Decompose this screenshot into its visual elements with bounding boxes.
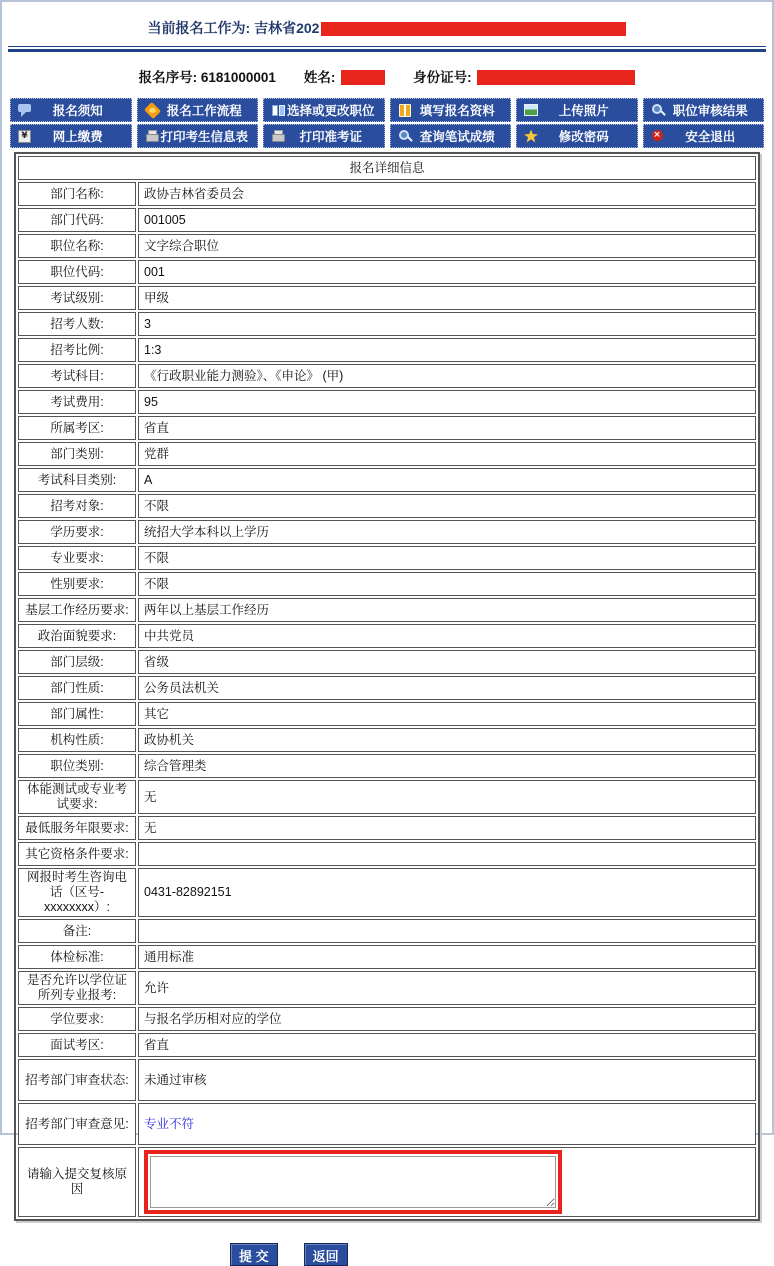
row-value: 无	[138, 816, 756, 840]
review-reason-label: 请输入提交复核原因	[18, 1147, 136, 1217]
row-label: 学历要求:	[18, 520, 136, 544]
photo-icon	[524, 104, 539, 117]
row-label: 面试考区:	[18, 1033, 136, 1057]
row-label: 招考对象:	[18, 494, 136, 518]
table-row	[18, 650, 756, 674]
table-row	[18, 971, 756, 1005]
row-label: 考试级别:	[18, 286, 136, 310]
row-value: 001005	[138, 208, 756, 232]
row-value: 综合管理类	[138, 754, 756, 778]
nav-button-9[interactable]	[263, 124, 385, 148]
row-label: 备注:	[18, 919, 136, 943]
nav-button-3[interactable]	[263, 98, 385, 122]
row-value: 甲级	[138, 286, 756, 310]
serial-label: 报名序号:	[138, 70, 201, 85]
nav-button-8[interactable]	[137, 124, 259, 148]
row-value: 不限	[138, 494, 756, 518]
row-label: 机构性质:	[18, 728, 136, 752]
nav-button-label: 上传照片	[558, 104, 609, 118]
detail-table	[14, 152, 760, 1221]
open-book-icon	[271, 104, 286, 117]
nav-button-label: 安全退出	[685, 130, 736, 144]
row-value: 95	[138, 390, 756, 414]
table-row	[18, 624, 756, 648]
table-row	[18, 754, 756, 778]
row-value: 政协机关	[138, 728, 756, 752]
table-row	[18, 312, 756, 336]
name-label: 姓名:	[303, 70, 340, 85]
yen-pay-icon	[18, 130, 33, 143]
nav-button-6[interactable]	[643, 98, 765, 122]
table-row	[18, 442, 756, 466]
nav-button-10[interactable]	[390, 124, 512, 148]
row-label: 最低服务年限要求:	[18, 816, 136, 840]
table-row	[18, 572, 756, 596]
row-value: 统招大学本科以上学历	[138, 520, 756, 544]
table-row	[18, 598, 756, 622]
table-row	[18, 1007, 756, 1031]
table-row	[18, 702, 756, 726]
action-buttons	[230, 1243, 772, 1266]
row-label: 职位代码:	[18, 260, 136, 284]
row-value: 0431-82892151	[138, 868, 756, 917]
row-label: 部门性质:	[18, 676, 136, 700]
row-value: 不限	[138, 546, 756, 570]
table-title-row	[18, 156, 756, 180]
table-row	[18, 208, 756, 232]
row-label: 考试费用:	[18, 390, 136, 414]
table-row	[18, 676, 756, 700]
row-label: 招考部门审查意见:	[18, 1103, 136, 1145]
star-icon	[524, 130, 539, 143]
nav-button-5[interactable]	[516, 98, 638, 122]
magnifier-icon	[398, 130, 413, 143]
page-title-text: 当前报名工作为: 吉林省202	[147, 20, 320, 36]
row-value: 3	[138, 312, 756, 336]
highlight-annotation	[144, 1150, 562, 1214]
table-row	[18, 546, 756, 570]
row-value: 政协吉林省委员会	[138, 182, 756, 206]
main-nav	[10, 98, 764, 148]
table-row	[18, 182, 756, 206]
table-row	[18, 416, 756, 440]
header-divider	[8, 46, 766, 52]
page-title	[2, 18, 772, 38]
row-value: 省直	[138, 1033, 756, 1057]
applicant-info	[2, 66, 772, 86]
row-value: 未通过审核	[138, 1059, 756, 1101]
row-label: 体检标准:	[18, 945, 136, 969]
row-value: 《行政职业能力测验》、《申论》 (甲)	[138, 364, 756, 388]
row-label: 是否允许以学位证所列专业报考:	[18, 971, 136, 1005]
row-value: 省直	[138, 416, 756, 440]
row-value: 001	[138, 260, 756, 284]
row-label: 网报时考生咨询电话（区号-xxxxxxxx）:	[18, 868, 136, 917]
nav-button-4[interactable]	[390, 98, 512, 122]
table-row	[18, 816, 756, 840]
starburst-icon	[145, 104, 160, 117]
table-title: 报名详细信息	[18, 156, 756, 180]
row-label: 所属考区:	[18, 416, 136, 440]
row-label: 基层工作经历要求:	[18, 598, 136, 622]
table-row	[18, 390, 756, 414]
table-row	[18, 338, 756, 362]
table-row	[18, 842, 756, 866]
row-value: 其它	[138, 702, 756, 726]
row-value: 允许	[138, 971, 756, 1005]
row-value	[138, 919, 756, 943]
table-row	[18, 468, 756, 492]
table-row	[18, 1103, 756, 1145]
row-label: 性别要求:	[18, 572, 136, 596]
notebook-icon	[398, 104, 413, 117]
table-row	[18, 780, 756, 814]
nav-button-label: 打印考生信息表	[160, 130, 248, 144]
row-value: 党群	[138, 442, 756, 466]
row-label: 招考部门审查状态:	[18, 1059, 136, 1101]
table-row	[18, 868, 756, 917]
row-value: 公务员法机关	[138, 676, 756, 700]
nav-button-label: 修改密码	[558, 130, 609, 144]
row-value: 与报名学历相对应的学位	[138, 1007, 756, 1031]
row-label: 部门名称:	[18, 182, 136, 206]
row-label: 学位要求:	[18, 1007, 136, 1031]
nav-button-1[interactable]	[10, 98, 132, 122]
redaction-bar	[341, 70, 385, 85]
row-label: 其它资格条件要求:	[18, 842, 136, 866]
row-label: 职位名称:	[18, 234, 136, 258]
row-value	[138, 1103, 756, 1145]
magnifier-icon	[651, 104, 666, 117]
table-row	[18, 364, 756, 388]
row-value	[138, 842, 756, 866]
redaction-bar	[477, 70, 635, 85]
row-value: 两年以上基层工作经历	[138, 598, 756, 622]
table-row	[18, 286, 756, 310]
row-label: 部门属性:	[18, 702, 136, 726]
row-label: 部门类别:	[18, 442, 136, 466]
row-label: 招考比例:	[18, 338, 136, 362]
nav-button-label: 报名须知	[52, 104, 103, 118]
table-row	[18, 728, 756, 752]
row-value: 中共党员	[138, 624, 756, 648]
row-label: 部门层级:	[18, 650, 136, 674]
row-label: 部门代码:	[18, 208, 136, 232]
row-label: 考试科目类别:	[18, 468, 136, 492]
redaction-bar	[321, 22, 626, 36]
row-value: 通用标准	[138, 945, 756, 969]
table-row	[18, 945, 756, 969]
table-row	[18, 919, 756, 943]
nav-button-12[interactable]	[643, 124, 765, 148]
serial-value: 6181000001	[200, 70, 276, 85]
table-row	[18, 520, 756, 544]
nav-button-11[interactable]	[516, 124, 638, 148]
table-row	[18, 1059, 756, 1101]
row-label: 政治面貌要求:	[18, 624, 136, 648]
review-reason-row	[18, 1147, 756, 1217]
nav-button-7[interactable]	[10, 124, 132, 148]
row-value: 省级	[138, 650, 756, 674]
row-value: 1:3	[138, 338, 756, 362]
nav-button-label: 查询笔试成绩	[419, 130, 495, 144]
nav-button-label: 打印准考证	[299, 130, 362, 144]
printer-icon	[145, 130, 160, 143]
nav-button-label: 职位审核结果	[672, 104, 748, 118]
nav-button-label: 选择或更改职位	[286, 104, 375, 118]
nav-button-label: 填写报名资料	[419, 104, 495, 118]
printer-icon	[271, 130, 286, 143]
nav-button-label: 报名工作流程	[166, 104, 242, 118]
table-row	[18, 1033, 756, 1057]
row-value: 不限	[138, 572, 756, 596]
submit-button[interactable]: 提 交	[230, 1243, 278, 1266]
row-value: 文字综合职位	[138, 234, 756, 258]
row-value: A	[138, 468, 756, 492]
review-reason-textarea[interactable]	[150, 1156, 556, 1208]
row-value: 无	[138, 780, 756, 814]
table-row	[18, 494, 756, 518]
row-label: 专业要求:	[18, 546, 136, 570]
nav-button-label: 网上缴费	[52, 130, 103, 144]
table-row	[18, 234, 756, 258]
speech-bubble-icon	[18, 104, 33, 117]
id-label: 身份证号:	[413, 70, 476, 85]
table-row	[18, 260, 756, 284]
row-label: 考试科目:	[18, 364, 136, 388]
nav-button-2[interactable]	[137, 98, 259, 122]
row-label: 招考人数:	[18, 312, 136, 336]
logout-icon	[651, 130, 666, 143]
row-label: 体能测试或专业考试要求:	[18, 780, 136, 814]
back-button[interactable]: 返回	[304, 1243, 348, 1266]
review-opinion-link[interactable]: 专业不符	[144, 1116, 195, 1131]
row-label: 职位类别:	[18, 754, 136, 778]
